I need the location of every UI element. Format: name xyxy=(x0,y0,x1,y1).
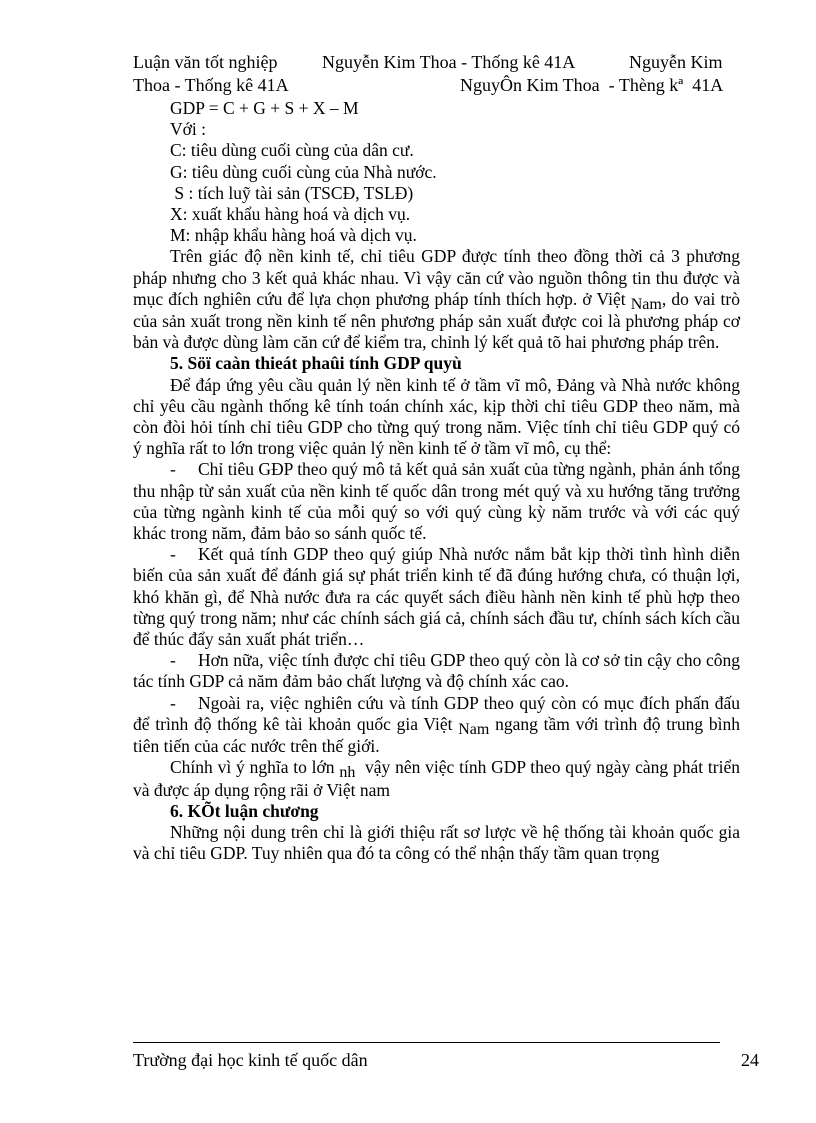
bullet-text-b: ngang tầm với trình độ trung bình tiên tiến của các nước trên thế giới. xyxy=(133,713,740,757)
paragraph-significance-nh: nh xyxy=(339,764,356,782)
bullet-dash: - xyxy=(170,544,176,565)
paragraph-significance xyxy=(133,757,745,800)
bullet-text: Hơn nữa, việc tính được chỉ tiêu GDP theo quý còn là cơ sở tin cậy cho công tác tính GDP cả năm đảm bảo chất lượng và độ chính xác cao. xyxy=(133,650,740,692)
bullet-dash: - xyxy=(170,650,176,671)
header-author-garbled: NguyÔn Kim Thoa - Thèng kª 41A xyxy=(460,75,724,95)
section-6-title: 6. KÕt luận chương xyxy=(170,800,319,821)
footer-divider xyxy=(133,1042,720,1043)
paragraph-conclusion: Những nội dung trên chỉ là giới thiệu rất sơ lược về hệ thống tài khoản quốc gia và chỉ tiêu GDP. Tuy nhiên qua đó ta công có thể nhận thấy tầm quan trọng xyxy=(133,821,740,864)
header-author: Nguyễn Kim Thoa - Thống kê 41A xyxy=(322,52,576,72)
header-author-repeat: Nguyễn Kim xyxy=(629,52,723,72)
paragraph-methods-nam: Nam xyxy=(630,295,662,313)
paragraph-significance-text-a: Chính vì ý nghĩa to lớn xyxy=(170,757,340,778)
definition-m: M: nhập khẩu hàng hoá và dịch vụ. xyxy=(170,225,417,246)
bullet-nam: Nam xyxy=(458,720,490,738)
header-author-continued: Thoa - Thống kê 41A xyxy=(133,75,289,95)
paragraph-methods xyxy=(133,246,740,353)
definition-c: C: tiêu dùng cuối cùng của dân cư. xyxy=(170,140,414,161)
bullet-item xyxy=(133,650,740,692)
bullet-dash: - xyxy=(170,459,176,480)
bullet-item xyxy=(133,693,740,758)
definition-s: S : tích luỹ tài sản (TSCĐ, TSLĐ) xyxy=(170,182,414,203)
gdp-formula: GDP = C + G + S + X – M xyxy=(170,98,359,118)
bullet-item xyxy=(133,459,740,544)
definition-x: X: xuất khẩu hàng hoá và dịch vụ. xyxy=(170,204,411,225)
paragraph-methods-text-b: , do vai trò của sản xuất trong nền kinh tế nên phương pháp sản xuất được coi là phương pháp cơ bản và được dùng làm căn cứ để kiểm tra, chỉnh lý kết quả tõ hai phương pháp trên. xyxy=(133,288,740,353)
with-label: Với : xyxy=(170,119,206,140)
bullet-dash: - xyxy=(170,692,176,713)
paragraph-significance-text-b: vậy nên việc tính GDP theo quý ngày càng phát triển và được áp dụng rộng rãi ở Việt nam xyxy=(133,757,745,800)
page-number: 24 xyxy=(741,1050,759,1070)
paragraph-methods-text-a: Trên giác độ nền kinh tế, chỉ tiêu GDP được tính theo đồng thời cả 3 phương pháp nhưng cho 3 kết quả khác nhau. Vì vậy căn cứ vào nguồn thông tin thu được và mục đích nghiên cứu để lựa chọn phương pháp tính thích hợp. ở Việt xyxy=(133,246,740,309)
definition-g: G: tiêu dùng cuối cùng của Nhà nước. xyxy=(170,161,437,182)
section-5-title: 5. Söï caàn thieát phaûi tính GDP quyù xyxy=(170,353,462,374)
header-thesis-label: Luận văn tốt nghiệp xyxy=(133,52,278,72)
footer-school: Trường đại học kinh tế quốc dân xyxy=(133,1050,368,1070)
paragraph-quarterly-need: Để đáp ứng yêu cầu quản lý nền kinh tế ở tầm vĩ mô, Đảng và Nhà nước không chỉ yêu cầu ngành thống kê tính toán chính xác, kịp thời chỉ tiêu GDP theo năm, mà còn đòi hỏi tính chỉ tiêu GDP cho từng quý trong năm. Việc tính chỉ tiêu GDP quý có ý nghĩa rất to lớn trong việc quản lý nền kinh tế ở tầm vĩ mô, cụ thể: xyxy=(133,374,740,459)
bullet-text-a: Ngoài ra, việc nghiên cứu và tính GDP theo quý còn có mục đích phấn đấu để trình độ thống kê tài khoản quốc gia Việt xyxy=(133,692,740,734)
bullet-text: Chỉ tiêu GĐP theo quý mô tả kết quả sản xuất của từng ngành, phản ánh tổng thu nhập từ sản xuất của nền kinh tế quốc dân trong mét quý và xu hướng tăng trưởng của từng ngành kinh tế của mỗi quý so với quý cùng kỳ năm trước và với các quý khác trong năm, đảm bảo so sánh quốc tế. xyxy=(133,459,740,544)
bullet-text: Kết quả tính GDP theo quý giúp Nhà nước nắm bắt kịp thời tình hình diễn biến của sản xuất để đánh giá sự phát triển kinh tế đã đúng hướng chưa, có thuận lợi, khó khăn gì, để Nhà nước đưa ra các quyết sách điều hành nền kinh tế phù hợp theo từng quý trong năm; như các chính sách giá cả, chính sách đầu tư, chính sách kích cầu để thúc đẩy sản xuất phát triển… xyxy=(133,544,740,650)
bullet-item xyxy=(133,544,740,650)
body-text xyxy=(133,98,745,864)
